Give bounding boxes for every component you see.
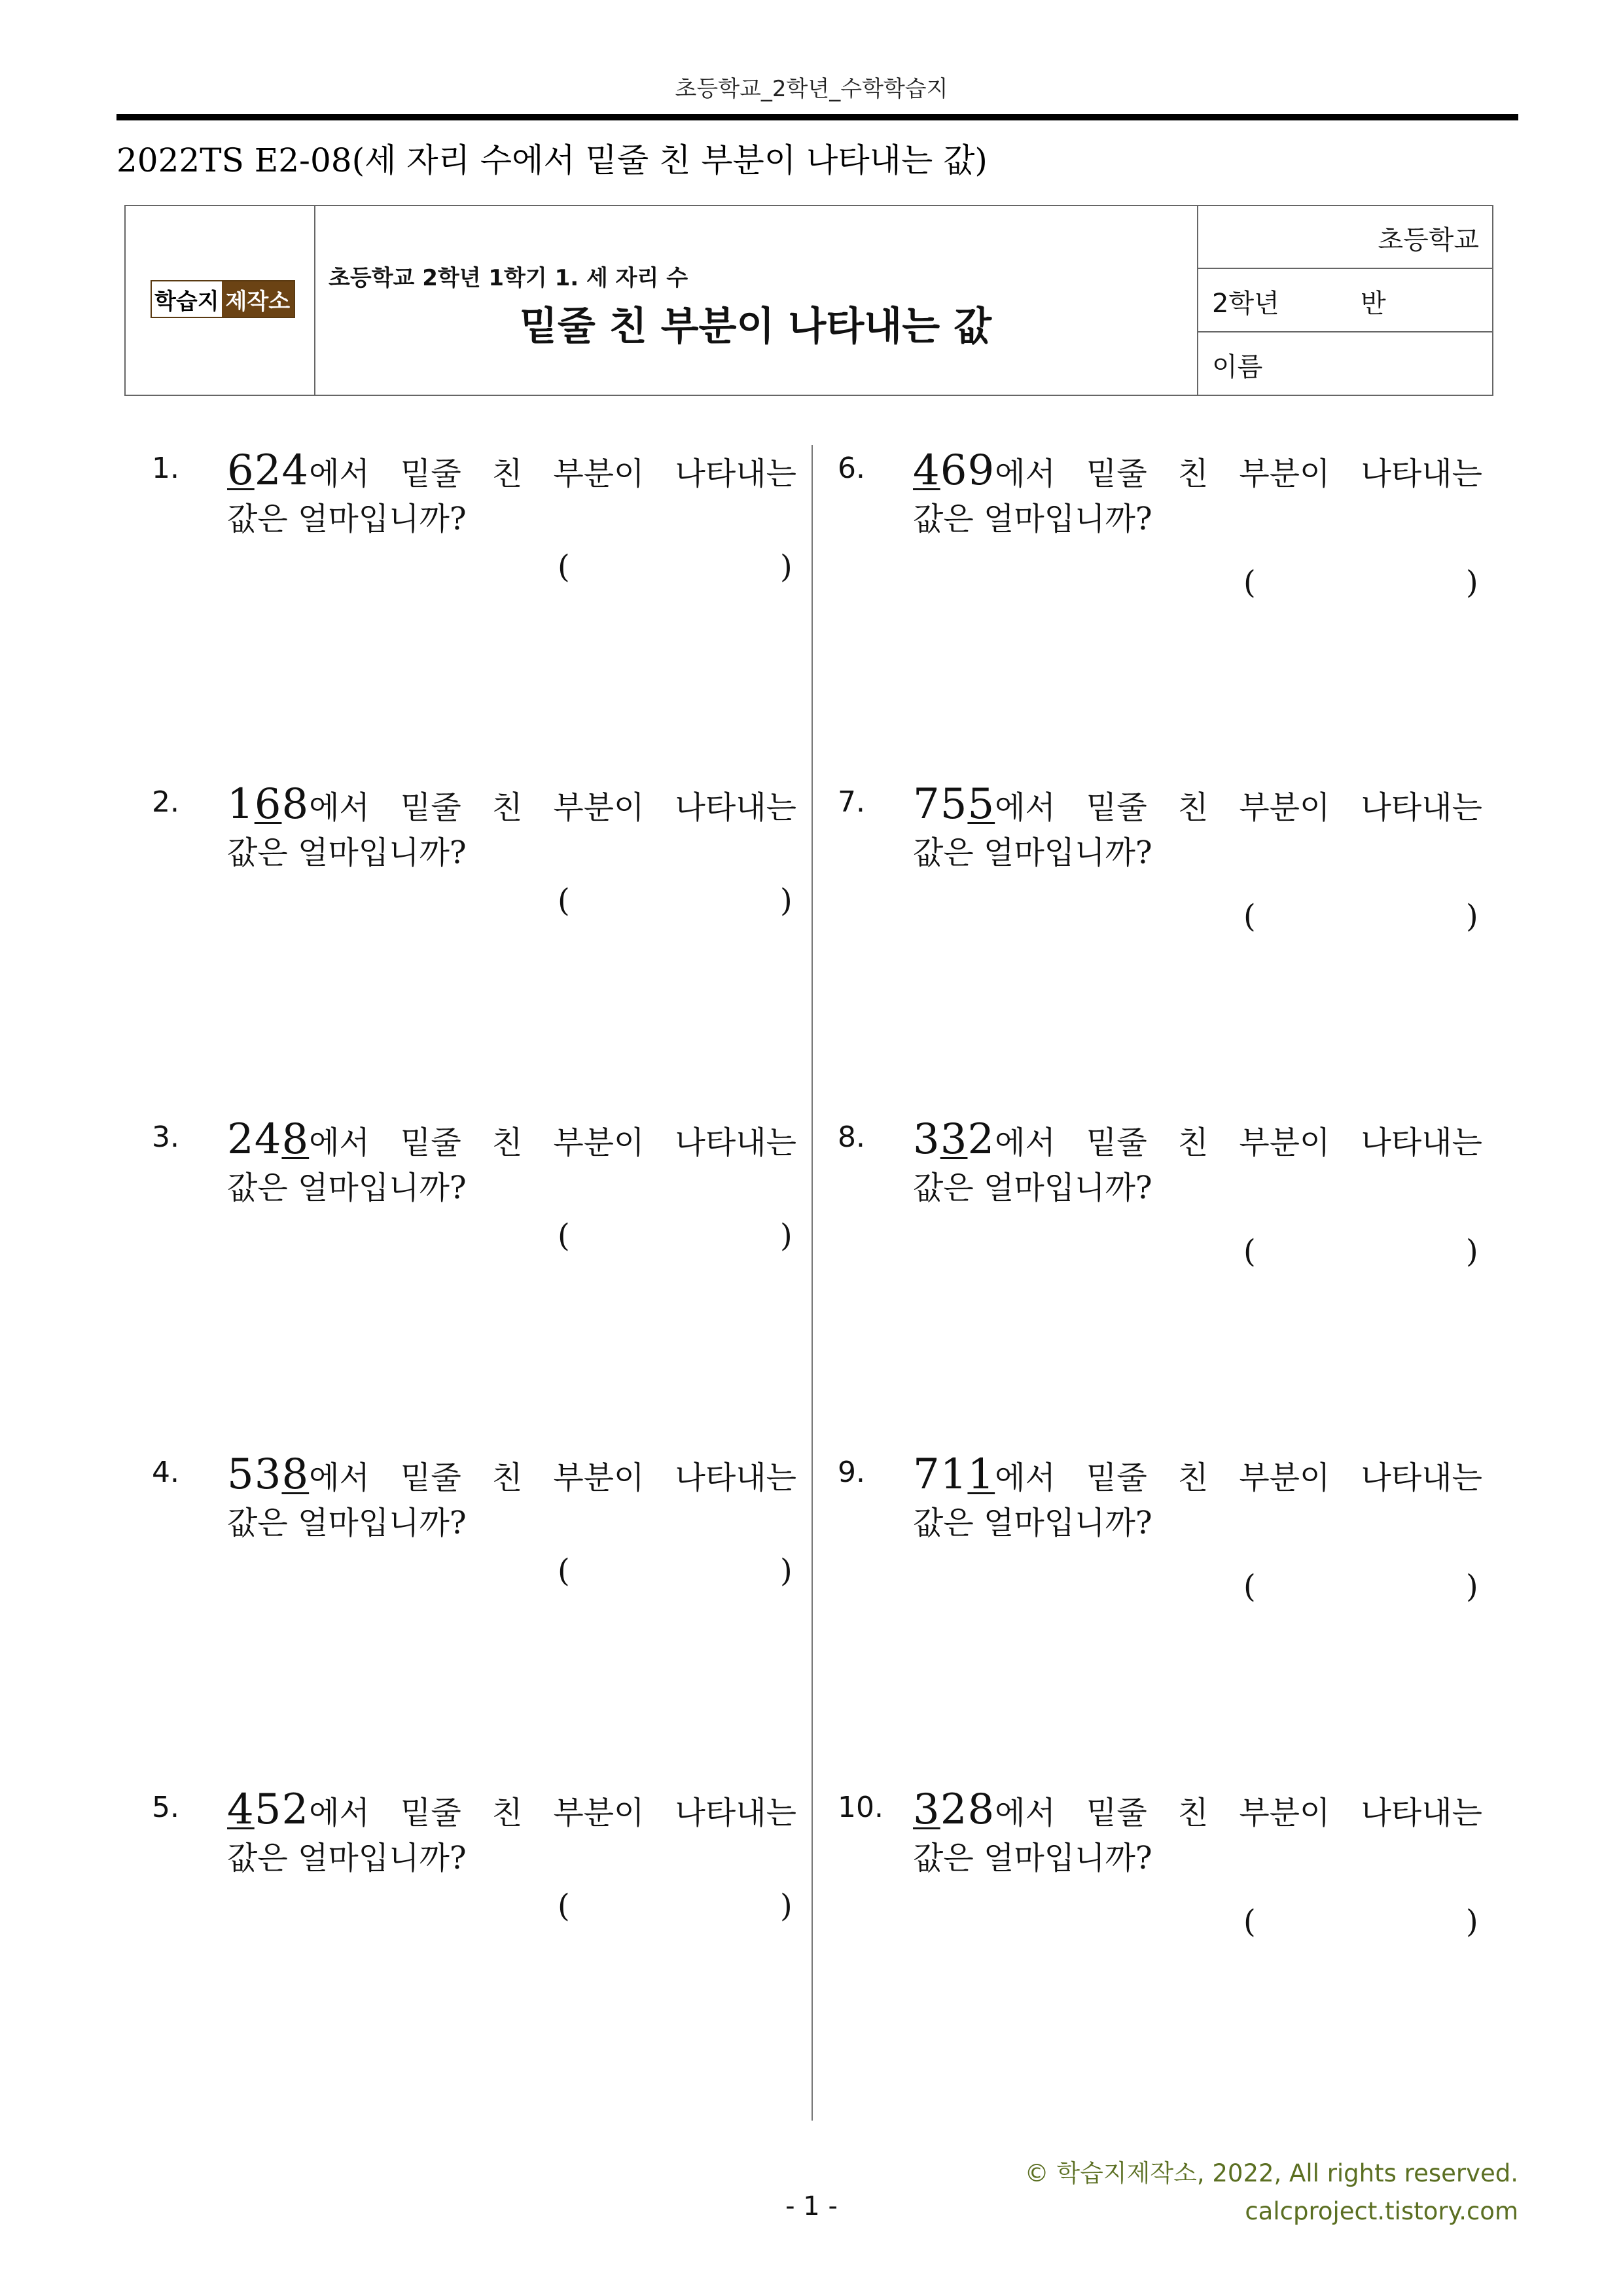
publisher-logo xyxy=(151,280,295,318)
problem-item xyxy=(838,1115,1482,1382)
school-label: 초등학교 xyxy=(1378,225,1479,255)
problem-item xyxy=(838,1450,1482,1717)
answer-blank-open[interactable]: ( xyxy=(558,1888,570,1924)
question-word: 밑줄 xyxy=(401,1460,461,1496)
problem-question-line1 xyxy=(913,1450,1482,1499)
problem-item xyxy=(838,446,1482,713)
number-with-suffix xyxy=(227,1115,370,1164)
digit: 1 xyxy=(940,1450,968,1499)
digit: 8 xyxy=(967,1785,995,1834)
underlined-digit: 8 xyxy=(281,1115,310,1164)
underlined-digit: 8 xyxy=(281,1450,310,1499)
grade-label: 2학년 xyxy=(1212,289,1279,319)
question-word: 에서 xyxy=(995,456,1056,492)
answer-blank-open[interactable]: ( xyxy=(1243,1568,1256,1605)
problem-question-line2: 값은 얼마입니까? xyxy=(913,501,1152,537)
digit: 5 xyxy=(940,780,968,829)
number-with-suffix xyxy=(913,1115,1056,1164)
question-word: 친 xyxy=(491,1460,523,1496)
question-word: 밑줄 xyxy=(1086,1795,1147,1831)
digit: 4 xyxy=(281,446,310,495)
answer-blank-open[interactable]: ( xyxy=(558,882,570,919)
question-word: 친 xyxy=(491,456,523,492)
question-word: 친 xyxy=(491,1795,523,1831)
digit: 1 xyxy=(227,780,255,829)
header-divider xyxy=(1197,331,1492,332)
question-word: 에서 xyxy=(309,1795,370,1831)
running-head: 초등학교_2학년_수학학습지 xyxy=(675,76,948,102)
problem-number: 9. xyxy=(838,1456,865,1489)
question-word: 부분이 xyxy=(1239,1460,1330,1496)
answer-blank-open[interactable]: ( xyxy=(558,1217,570,1254)
underlined-digit: 5 xyxy=(967,780,995,829)
number-with-suffix xyxy=(227,780,370,829)
problem-item xyxy=(152,1785,796,2053)
digit: 6 xyxy=(940,446,968,495)
underlined-digit: 6 xyxy=(227,446,255,495)
question-word: 나타내는 xyxy=(675,1460,796,1496)
question-word: 부분이 xyxy=(553,1124,645,1161)
answer-blank-open[interactable]: ( xyxy=(1243,898,1256,935)
underlined-digit: 3 xyxy=(940,1115,968,1164)
question-word: 에서 xyxy=(309,789,370,826)
answer-blank-open[interactable]: ( xyxy=(1243,1233,1256,1270)
problem-question-line2: 값은 얼마입니까? xyxy=(227,1170,467,1206)
header-rule xyxy=(116,114,1518,120)
problem-number: 2. xyxy=(152,785,179,819)
problem-item xyxy=(152,780,796,1047)
problem-question-line2: 값은 얼마입니까? xyxy=(227,501,467,537)
underlined-digit: 3 xyxy=(913,1785,940,1834)
three-digit-number xyxy=(227,780,309,829)
question-word: 부분이 xyxy=(1239,456,1330,492)
sheet-title: 밑줄 친 부분이 나타내는 값 xyxy=(519,304,992,350)
problem-number: 7. xyxy=(838,785,865,819)
problem-question-line2: 값은 얼마입니까? xyxy=(227,1505,467,1541)
question-word: 부분이 xyxy=(1239,1795,1330,1831)
problem-question-line1 xyxy=(227,780,796,829)
answer-blank-close: ) xyxy=(780,548,793,585)
question-word: 친 xyxy=(1177,1124,1209,1161)
header-divider xyxy=(1197,206,1198,395)
problem-question-line2: 값은 얼마입니까? xyxy=(913,1840,1152,1876)
question-word: 친 xyxy=(491,1124,523,1161)
question-word: 밑줄 xyxy=(1086,1460,1147,1496)
problem-question-line2: 값은 얼마입니까? xyxy=(913,834,1152,871)
question-word: 친 xyxy=(491,789,523,826)
three-digit-number xyxy=(227,1115,309,1164)
digit: 2 xyxy=(940,1785,968,1834)
question-word: 나타내는 xyxy=(1361,1460,1482,1496)
answer-blank-close: ) xyxy=(780,1217,793,1254)
question-word: 에서 xyxy=(995,1124,1056,1161)
question-word: 부분이 xyxy=(1239,789,1330,826)
answer-blank-open[interactable]: ( xyxy=(558,1552,570,1589)
answer-blank-close: ) xyxy=(1466,1903,1478,1940)
question-word: 밑줄 xyxy=(401,789,461,826)
number-with-suffix xyxy=(913,1785,1056,1834)
three-digit-number xyxy=(913,1450,995,1499)
answer-blank-close: ) xyxy=(1466,1568,1478,1605)
digit: 2 xyxy=(967,1115,995,1164)
worksheet-header-table xyxy=(124,205,1493,396)
underlined-digit: 1 xyxy=(967,1450,995,1499)
answer-blank-close: ) xyxy=(780,882,793,919)
question-word: 친 xyxy=(1177,456,1209,492)
problem-question-line1 xyxy=(227,1115,796,1164)
question-word: 나타내는 xyxy=(1361,1124,1482,1161)
question-word: 밑줄 xyxy=(1086,789,1147,826)
question-word: 부분이 xyxy=(553,1795,645,1831)
question-word: 에서 xyxy=(309,1460,370,1496)
answer-blank-close: ) xyxy=(1466,1233,1478,1270)
answer-blank-close: ) xyxy=(1466,564,1478,601)
question-word: 밑줄 xyxy=(1086,1124,1147,1161)
answer-blank-close: ) xyxy=(780,1552,793,1589)
question-word: 나타내는 xyxy=(1361,1795,1482,1831)
copyright-text: © 학습지제작소, 2022, All rights reserved. xyxy=(1024,2159,1518,2187)
three-digit-number xyxy=(913,780,995,829)
three-digit-number xyxy=(913,446,995,495)
problem-item xyxy=(152,1115,796,1382)
problem-question-line1 xyxy=(913,780,1482,829)
problem-question-line2: 값은 얼마입니까? xyxy=(227,834,467,871)
problem-question-line1 xyxy=(913,1785,1482,1834)
number-with-suffix xyxy=(227,1785,370,1834)
question-word: 밑줄 xyxy=(401,456,461,492)
page-number: - 1 - xyxy=(785,2191,838,2221)
question-word: 부분이 xyxy=(553,789,645,826)
question-word: 나타내는 xyxy=(1361,789,1482,826)
website-link[interactable]: calcproject.tistory.com xyxy=(1245,2197,1518,2225)
question-word: 에서 xyxy=(995,789,1056,826)
number-with-suffix xyxy=(227,446,370,495)
three-digit-number xyxy=(913,1785,995,1834)
number-with-suffix xyxy=(913,1450,1056,1499)
digit: 2 xyxy=(254,446,282,495)
underlined-digit: 4 xyxy=(913,446,940,495)
unit-label: 초등학교 2학년 1학기 1. 세 자리 수 xyxy=(329,265,688,291)
digit: 5 xyxy=(254,1785,282,1834)
answer-blank-open[interactable]: ( xyxy=(1243,1903,1256,1940)
problem-question-line1 xyxy=(227,1450,796,1499)
logo-text-part1: 학습지 xyxy=(152,281,222,317)
header-divider xyxy=(1197,268,1492,269)
three-digit-number xyxy=(913,1115,995,1164)
problem-number: 8. xyxy=(838,1121,865,1154)
logo-text-part2: 제작소 xyxy=(222,281,294,317)
digit: 7 xyxy=(913,1450,940,1499)
problem-number: 10. xyxy=(838,1791,883,1824)
digit: 2 xyxy=(281,1785,310,1834)
question-word: 나타내는 xyxy=(675,789,796,826)
problem-item xyxy=(838,780,1482,1047)
problem-question-line1 xyxy=(227,446,796,495)
underlined-digit: 4 xyxy=(227,1785,255,1834)
underlined-digit: 6 xyxy=(254,780,282,829)
digit: 4 xyxy=(254,1115,282,1164)
problem-question-line1 xyxy=(913,446,1482,495)
digit: 8 xyxy=(281,780,310,829)
question-word: 부분이 xyxy=(1239,1124,1330,1161)
number-with-suffix xyxy=(227,1450,370,1499)
problem-number: 1. xyxy=(152,452,179,485)
question-word: 에서 xyxy=(309,456,370,492)
question-word: 밑줄 xyxy=(401,1124,461,1161)
question-word: 밑줄 xyxy=(1086,456,1147,492)
problem-number: 5. xyxy=(152,1791,179,1824)
question-word: 나타내는 xyxy=(1361,456,1482,492)
number-with-suffix xyxy=(913,446,1056,495)
document-title: 2022TS E2-08(세 자리 수에서 밑줄 친 부분이 나타내는 값) xyxy=(116,141,988,179)
question-word: 나타내는 xyxy=(675,456,796,492)
problem-question-line1 xyxy=(227,1785,796,1834)
digit: 3 xyxy=(254,1450,282,1499)
question-word: 부분이 xyxy=(553,1460,645,1496)
problem-item xyxy=(152,446,796,713)
digit: 3 xyxy=(913,1115,940,1164)
answer-blank-open[interactable]: ( xyxy=(558,548,570,585)
problem-question-line2: 값은 얼마입니까? xyxy=(227,1840,467,1876)
question-word: 친 xyxy=(1177,1460,1209,1496)
name-label: 이름 xyxy=(1212,352,1263,382)
answer-blank-close: ) xyxy=(1466,898,1478,935)
column-divider xyxy=(812,445,813,2121)
problem-number: 6. xyxy=(838,452,865,485)
question-word: 에서 xyxy=(995,1460,1056,1496)
problem-question-line2: 값은 얼마입니까? xyxy=(913,1505,1152,1541)
number-with-suffix xyxy=(913,780,1056,829)
problem-question-line1 xyxy=(913,1115,1482,1164)
three-digit-number xyxy=(227,1450,309,1499)
question-word: 부분이 xyxy=(553,456,645,492)
question-word: 나타내는 xyxy=(675,1124,796,1161)
question-word: 에서 xyxy=(309,1124,370,1161)
question-word: 나타내는 xyxy=(675,1795,796,1831)
digit: 5 xyxy=(227,1450,255,1499)
digit: 2 xyxy=(227,1115,255,1164)
three-digit-number xyxy=(227,1785,309,1834)
three-digit-number xyxy=(227,446,309,495)
digit: 9 xyxy=(967,446,995,495)
digit: 7 xyxy=(913,780,940,829)
answer-blank-close: ) xyxy=(780,1888,793,1924)
problem-item xyxy=(838,1785,1482,2053)
problem-number: 3. xyxy=(152,1121,179,1154)
problem-item xyxy=(152,1450,796,1717)
class-label: 반 xyxy=(1361,289,1386,319)
question-word: 에서 xyxy=(995,1795,1056,1831)
answer-blank-open[interactable]: ( xyxy=(1243,564,1256,601)
problem-question-line2: 값은 얼마입니까? xyxy=(913,1170,1152,1206)
question-word: 밑줄 xyxy=(401,1795,461,1831)
question-word: 친 xyxy=(1177,1795,1209,1831)
problem-number: 4. xyxy=(152,1456,179,1489)
question-word: 친 xyxy=(1177,789,1209,826)
